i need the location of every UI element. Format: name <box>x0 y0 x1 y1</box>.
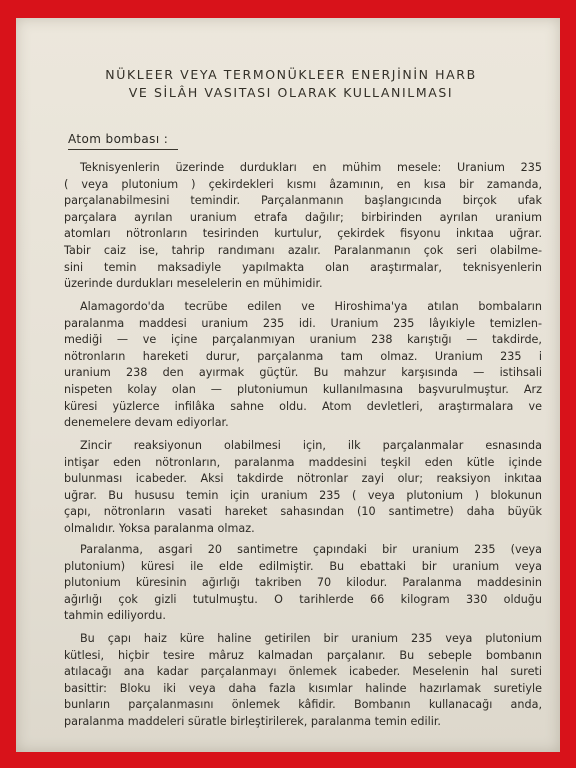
text-line: paralanma maddeleri süratle birleştirilerek, paralanma temin edilir. <box>64 714 441 728</box>
text-line: Teknisyenlerin üzerinde durdukları en mühim mesele: Uranium 235 <box>80 161 542 174</box>
text-line: çapı, nötronların vasati hareket sahasından (10 santimetre) daha büyük <box>64 505 542 519</box>
text-line: parçalara ayrılan uranium etrafa dağılır; birbirinden ayrılan uranium <box>64 210 542 224</box>
paragraph-1 <box>64 160 542 293</box>
text-line: Tabir caiz ise, tahrip randımanı azalır. Paralanmanın çok seri olabilme- <box>64 243 542 257</box>
text-line: ağırlığı çok gizli tutulmuştu. O tarihlerde 66 kilogram 330 olduğu <box>64 592 542 606</box>
text-line: Bu çapı haiz küre haline getirilen bir uranium 235 veya plutonium <box>80 632 542 645</box>
text-line: Alamagordo'da tecrübe edilen ve Hiroshima'ya atılan bombaların <box>80 300 542 313</box>
text-line: Zincir reaksiyonun olabilmesi için, ilk parçalanmalar esnasında <box>80 439 542 452</box>
text-line: mediği — ve içine parçalanmıyan uranium 238 karıştığı — takdirde, <box>64 333 542 347</box>
text-line: tahmin ediliyordu. <box>64 609 166 623</box>
text-line: kütlesi, hiçbir tesire mâruz kalmadan parçalanır. Bu sebeple bombanın <box>64 648 542 662</box>
paragraph-2 <box>64 299 542 432</box>
text-line: nispeten kolay olan — plutoniumun kullanılmasına başvurulmuştur. Arz <box>64 382 542 396</box>
text-line: plutonium küresinin ağırlığı takriben 70 kilodur. Paralanma maddesinin <box>64 576 542 590</box>
text-line: bunların parçalanmasını önlemek kâfidir. Bombanın kullanacağı anda, <box>64 698 542 712</box>
book-page <box>16 18 560 752</box>
text-line: Paralanma, asgari 20 santimetre çapındaki bir uranium 235 (veya <box>80 543 542 556</box>
text-line: uğrar. Bu hususu temin için uranium 235 ( veya plutonium ) blokunun <box>64 488 542 502</box>
text-line: atılacağı ana kadar parçalanmayı önlemek icabeder. Meselenin hal sureti <box>64 665 542 679</box>
text-line: sini temin maksadiyle yapılmakta olan araştırmalar, teknisyenlerin <box>64 260 542 274</box>
text-line: atomları nötronların tesirinden kurtulur, çekirdek fisyonu inkıtaa uğrar. <box>64 227 542 241</box>
text-line: küresi yüzlerce infilâka sahne oldu. Atom devletleri, araştırmalara ve <box>64 399 542 413</box>
page-title-line-1: NÜKLEER VEYA TERMONÜKLEER ENERJİNİN HARB <box>105 67 477 82</box>
text-line: paralanma maddesi uranium 235 idi. Uranium 235 lâyıkiyle temizlen- <box>64 316 542 330</box>
text-line: intişar eden nötronların, paralanma maddesini teşkil eden kütle içinde <box>64 455 542 469</box>
text-line: bulunması icabeder. Aksi takdirde nötronlar zayi olur; reaksiyon inkıtaa <box>64 472 542 486</box>
text-line: basittir: Bloku iki veya daha fazla kısımlar halinde hazırlamak suretiyle <box>64 681 542 695</box>
page-title-line-2: VE SİLÂH VASITASI OLARAK KULLANILMASI <box>128 85 454 100</box>
section-heading-underline <box>68 149 178 150</box>
paragraph-5 <box>64 631 542 731</box>
paragraph-3 <box>64 438 542 538</box>
text-line: parçalanabilmesini temindir. Parçalanmanın başlangıcında birçok ufak <box>64 194 542 208</box>
text-line: üzerinde durdukları meselelerin en mühimidir. <box>64 277 323 291</box>
text-line: olmalıdır. Yoksa paralanma olmaz. <box>64 521 255 535</box>
paragraph-4 <box>64 542 542 625</box>
text-line: ( veya plutonium ) çekirdekleri kısmı âzamının, en kısa bir zamanda, <box>64 177 542 191</box>
text-line: uranium 238 den ayırmak güçtür. Bu mahzur karşısında — istihsali <box>64 366 542 380</box>
text-line: plutonium) küresi ile elde edilmiştir. Bu ebattaki bir uranium veya <box>64 559 542 573</box>
section-heading: Atom bombası : <box>68 132 169 146</box>
text-line: denemelere devam ediyorlar. <box>64 416 229 430</box>
text-line: nötronların hareketi durur, parçalanma tam olmaz. Uranium 235 i <box>64 349 542 363</box>
